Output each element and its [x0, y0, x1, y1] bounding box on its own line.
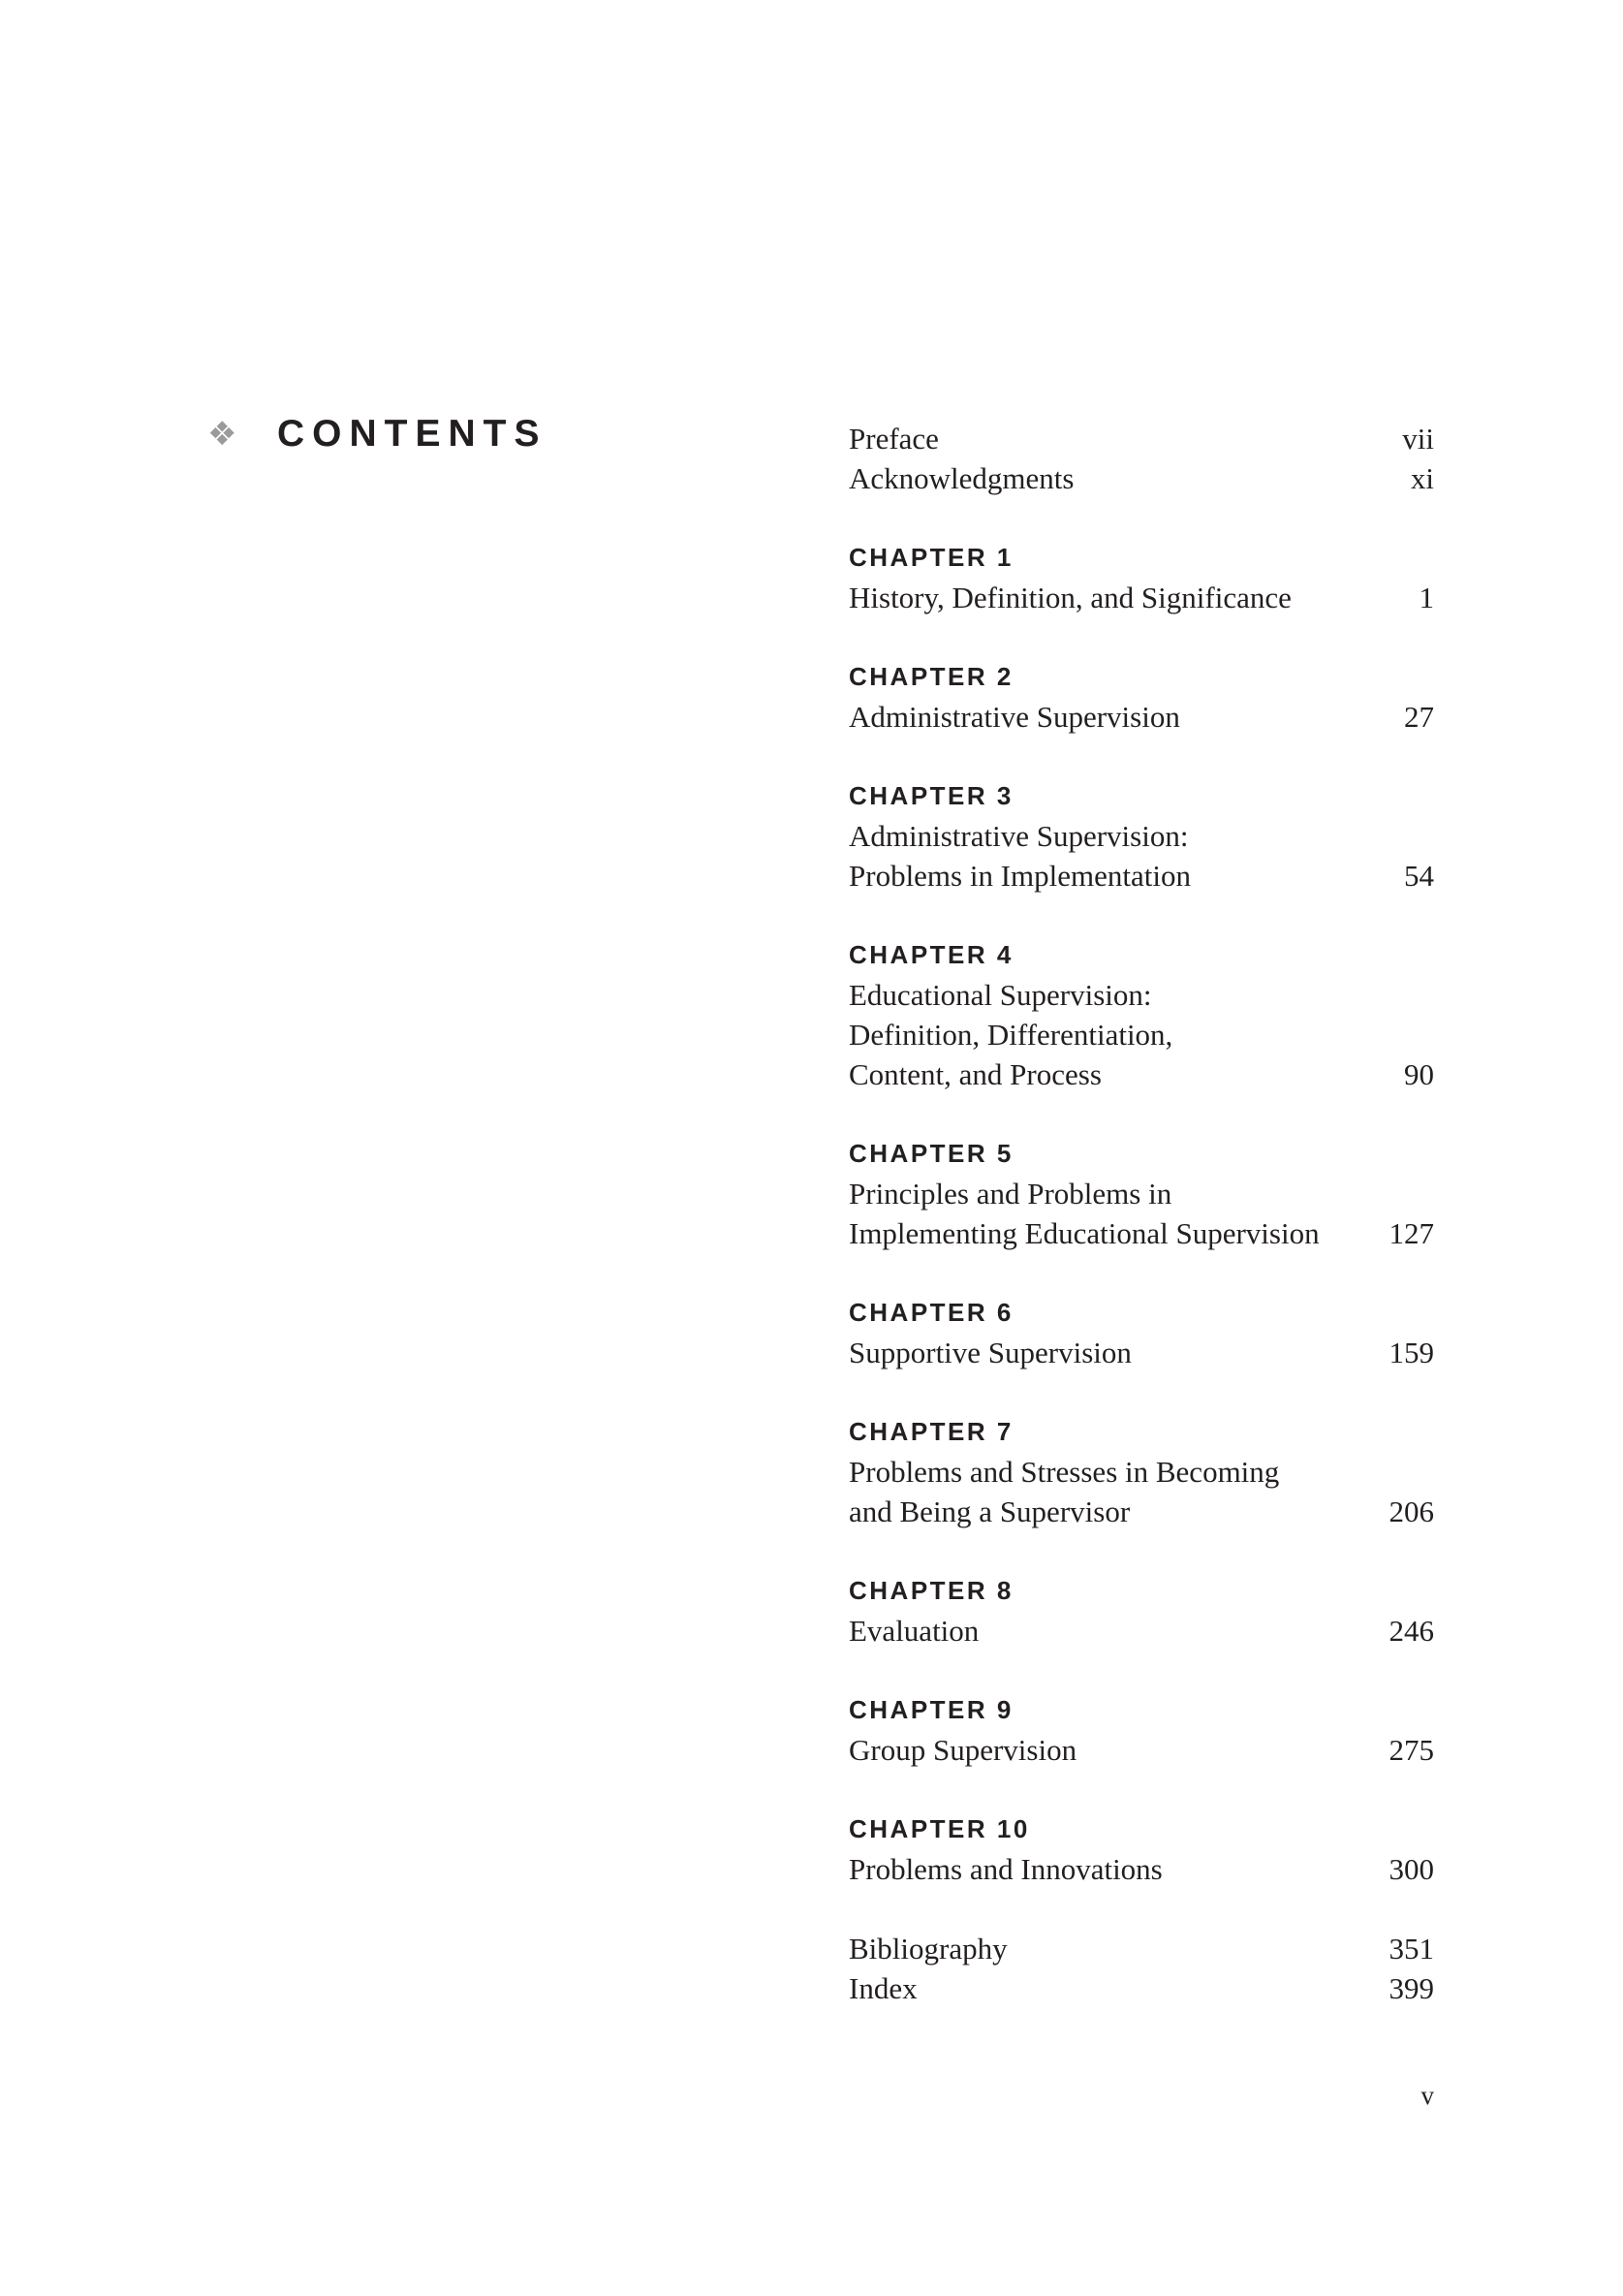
chapter-page: 90 — [1404, 1057, 1434, 1091]
chapter-title-line: Supportive Supervision — [849, 1336, 1132, 1369]
toc-chapter-2[interactable] — [849, 657, 1434, 737]
toc-chapter-8[interactable] — [849, 1571, 1434, 1651]
chapter-page: 1 — [1419, 581, 1434, 614]
toc-entry-preface[interactable] — [849, 419, 1434, 458]
chapter-title-line: Group Supervision — [849, 1733, 1077, 1767]
toc-chapter-5[interactable] — [849, 1134, 1434, 1253]
toc-entry-page: xi — [1410, 461, 1434, 495]
toc-entry-page: 399 — [1389, 1971, 1434, 2005]
toc-entry-page: 351 — [1389, 1932, 1434, 1966]
toc-chapter-9[interactable] — [849, 1690, 1434, 1770]
chapter-title-line: Content, and Process — [849, 1057, 1102, 1091]
chapter-label: CHAPTER 2 — [849, 662, 1014, 691]
contents-heading — [207, 415, 547, 453]
chapter-title-line: Problems in Implementation — [849, 859, 1192, 893]
chapter-label: CHAPTER 10 — [849, 1814, 1030, 1843]
chapter-label: CHAPTER 6 — [849, 1298, 1014, 1327]
chapter-page: 246 — [1389, 1614, 1434, 1648]
page-number: v — [1420, 2081, 1434, 2110]
chapter-title-line: History, Definition, and Significance — [849, 581, 1292, 614]
toc-entry-acknowledgments[interactable] — [849, 458, 1434, 498]
toc-entry-index[interactable] — [849, 1968, 1434, 2008]
chapter-label: CHAPTER 5 — [849, 1139, 1014, 1168]
toc-entry-title: Index — [849, 1971, 918, 2005]
chapter-page: 27 — [1404, 700, 1434, 734]
chapter-label: CHAPTER 4 — [849, 940, 1014, 969]
chapter-page: 300 — [1389, 1852, 1434, 1886]
chapter-title-line: Evaluation — [849, 1614, 980, 1648]
chapter-title-line: Problems and Stresses in Becoming — [849, 1455, 1280, 1489]
chapter-title-line: and Being a Supervisor — [849, 1494, 1131, 1528]
chapter-label: CHAPTER 9 — [849, 1695, 1014, 1724]
chapter-page: 206 — [1389, 1494, 1434, 1528]
chapter-title-line: Implementing Educational Supervision — [849, 1216, 1320, 1250]
toc-entry-title: Preface — [849, 422, 939, 456]
page-title: CONTENTS — [277, 413, 547, 455]
chapter-page: 275 — [1389, 1733, 1434, 1767]
chapter-page: 127 — [1389, 1216, 1434, 1250]
chapter-label: CHAPTER 7 — [849, 1417, 1014, 1446]
chapter-label: CHAPTER 1 — [849, 543, 1014, 572]
toc-chapter-4[interactable] — [849, 935, 1434, 1094]
chapter-page: 54 — [1404, 859, 1434, 893]
toc-chapter-6[interactable] — [849, 1293, 1434, 1372]
toc-entry-title: Acknowledgments — [849, 461, 1075, 495]
table-of-contents — [849, 419, 1434, 2008]
chapter-title-line: Definition, Differentiation, — [849, 1018, 1173, 1052]
toc-entry-title: Bibliography — [849, 1932, 1008, 1966]
toc-chapter-7[interactable] — [849, 1412, 1434, 1531]
chapter-title-line: Administrative Supervision: — [849, 819, 1189, 853]
toc-chapter-10[interactable] — [849, 1809, 1434, 1889]
front-matter — [849, 419, 1434, 498]
chapter-page: 159 — [1389, 1336, 1434, 1369]
chapter-label: CHAPTER 8 — [849, 1576, 1014, 1605]
back-matter — [849, 1929, 1434, 2008]
chapter-title-line: Principles and Problems in — [849, 1177, 1172, 1211]
chapter-label: CHAPTER 3 — [849, 781, 1014, 810]
toc-entry-page: vii — [1402, 422, 1434, 456]
chapter-title-line: Problems and Innovations — [849, 1852, 1163, 1886]
toc-chapter-3[interactable] — [849, 776, 1434, 896]
toc-chapter-1[interactable] — [849, 538, 1434, 617]
toc-entry-bibliography[interactable] — [849, 1929, 1434, 1968]
chapter-title-line: Educational Supervision: — [849, 978, 1152, 1012]
ornament-icon: ❖ — [207, 414, 237, 454]
chapter-title-line: Administrative Supervision — [849, 700, 1180, 734]
